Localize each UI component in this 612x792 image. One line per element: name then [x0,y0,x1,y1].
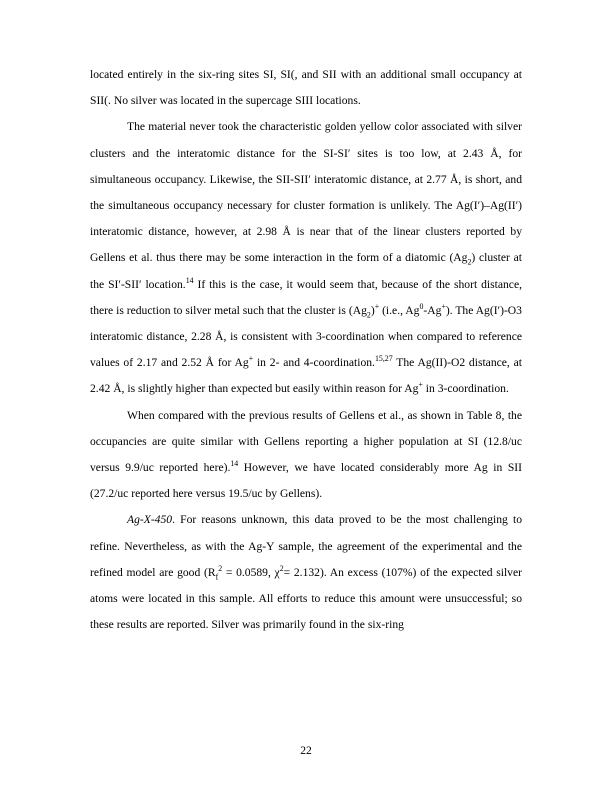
section-heading: Ag-X-450 [127,513,173,527]
citation: 14 [185,275,194,285]
citation: 15,27 [374,354,393,364]
page-number: 22 [300,744,312,757]
body-text [90,62,522,638]
paragraph-3: When compared with the previous results of Gellens et al., as shown in Table 8, the occupancies are quite similar with Gellens reporting a higher population at SI (12.8/uc versus 9.9/uc reported here).$^{14}$ However, we have located considerably more Ag in SII (27.2/uc reported here versus 19.5/uc by Gellens). [90,408,523,501]
paragraph-4: Ag-X-450. For reasons unknown, this data proved to be the most challenging to refine. Nevertheless, as with the Ag-Y sample, the agreement of the experimental and the refined model are good ($R_f^2 = 0.0589$, $\chi^2= 2.132$). An excess (107%) of the expected silver atoms were located in this sample. All efforts to reduce this amount were unsuccessful; so these results are reported. Silver was primarily found in the six-ring [90,513,522,632]
paragraph-1: located entirely in the six-ring sites SI, SI(, and SII with an additional small occupancy at SII(. No silver was located in the supercage SIII locations. [90,68,522,108]
citation: 14 [230,459,239,469]
paragraph-2: The material never took the characteristic golden yellow color associated with silver clusters and the interatomic distance for the SI-SI′ sites is too low, at 2.43 Å, for simultaneous occupancy. Likewise, the SII-SII′ interatomic distance, at 2.77 Å, is short, and the simultaneous occupancy necessary for cluster formation is unlikely. The Ag(I′)–Ag(II′) interatomic distance, however, at 2.98 Å is near that of the linear clusters reported by Gellens et al. thus there may be some interaction in the form of a diatomic $(Ag_2)$ cluster at the SI′-SII′ location.$^{14}$ If this is the case, it would seem that, because of the short distance, there is reduction to silver metal such that the cluster is $(Ag_2)^+$ (i.e., Ag$^0$-Ag+). The Ag(I′)-O3 interatomic distance, 2.28 Å, is consistent with 3-coordination when compared to reference values of 2.17 and 2.52 Å for Ag+ in 2- and 4-coordination.$^{15,27}$ The Ag(II)-O2 distance, at 2.42 Å, is slightly higher than expected but easily within reason for Ag+ in 3-coordination. [90,120,523,396]
